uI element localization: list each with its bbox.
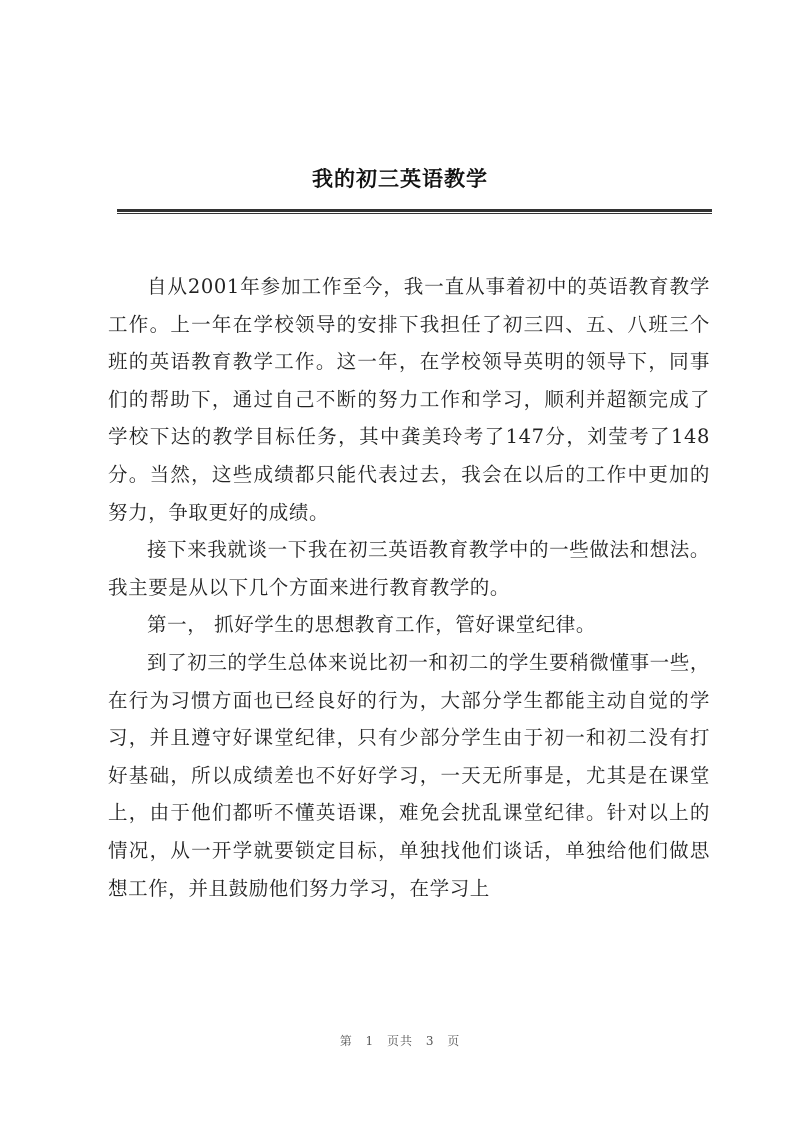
page-title: 我的初三英语教学: [312, 166, 488, 191]
paragraph-2: 接下来我就谈一下我在初三英语教育教学中的一些做法和想法。我主要是从以下几个方面来进行教育教学的。: [108, 538, 710, 599]
paragraph-3: 第一， 抓好学生的思想教育工作，管好课堂纪律。: [147, 613, 596, 637]
paragraph-4: 到了初三的学生总体来说比初一和初二的学生要稍微懂事一些，在行为习惯方面也已经良好的行为，大部分学生都能主动自觉的学习，并且遵守好课堂纪律，只有少部分学生由于初一和初二没有打好基础，所以成绩差也不好好学习，一天无所事是，尤其是在课堂上，由于他们都听不懂英语课，难免会扰乱课堂纪律。针对以上的情况，从一开学就要锁定目标，单独找他们谈话，单独给他们做思想工作，并且鼓励他们努力学习，在学习上: [108, 650, 710, 900]
document-body: [108, 268, 710, 907]
paragraph-1: 自从2001年参加工作至今，我一直从事着初中的英语教育教学工作。上一年在学校领导的安排下我担任了初三四、五、八班三个班的英语教育教学工作。这一年，在学校领导英明的领导下，同事们的帮助下，通过自己不断的努力工作和学习，顺利并超额完成了学校下达的教学目标任务，其中龚美玲考了147分，刘莹考了148分。当然，这些成绩都只能代表过去，我会在以后的工作中更加的努力，争取更好的成绩。: [108, 275, 710, 524]
page-number-footer: 第 1 页共 3 页: [339, 1034, 461, 1048]
title-divider: [117, 209, 712, 214]
